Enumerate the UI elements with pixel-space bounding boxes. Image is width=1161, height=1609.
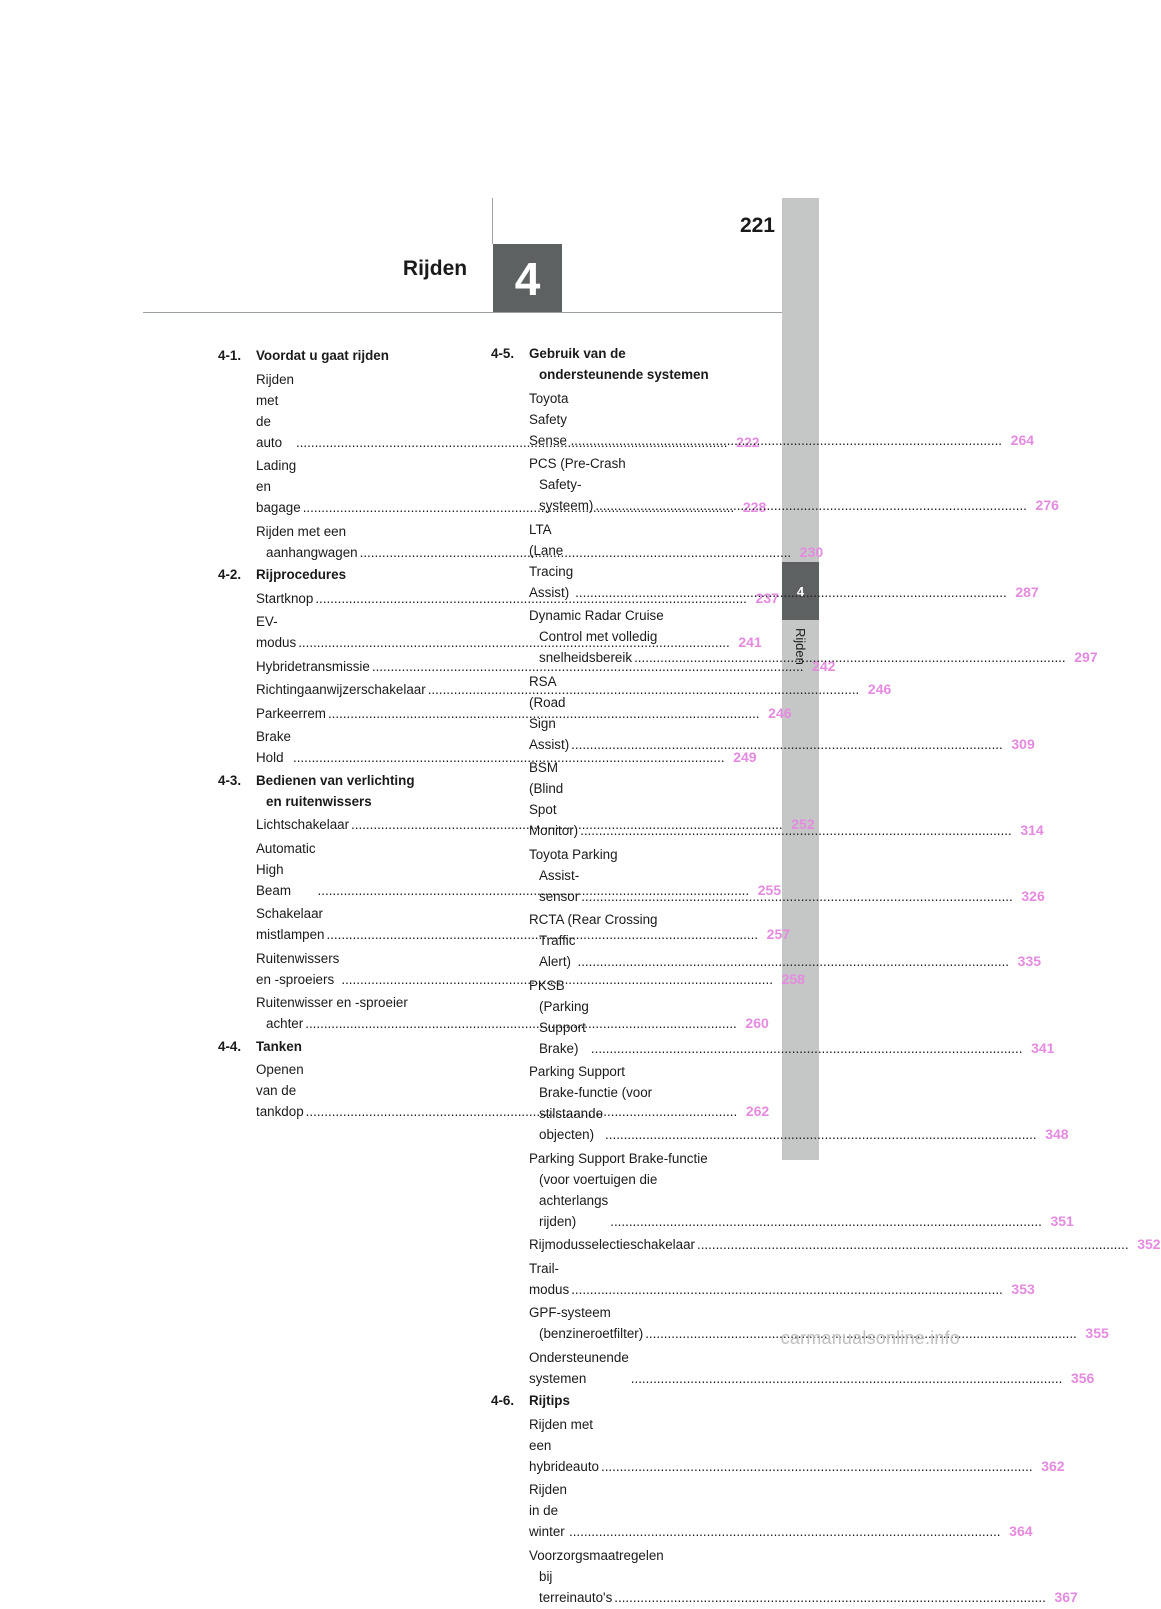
toc-entry-label: EV-modus [256, 614, 297, 650]
toc-entry-page-link[interactable]: 309 [1011, 735, 1035, 752]
toc-section [491, 1390, 1078, 1608]
dot-leader [571, 734, 1003, 755]
toc-entry-label: Parking Support Brake-functie [529, 1150, 708, 1166]
toc-entry-text [529, 1234, 1131, 1255]
dot-leader [614, 1587, 1046, 1608]
toc-entry[interactable] [256, 726, 757, 768]
toc-entry-label: (benzineroetfilter) [539, 1326, 644, 1341]
section-number: 4-5. [491, 346, 515, 361]
section-number: 4-6. [491, 1393, 515, 1408]
toc-entry-last-line [529, 1347, 1064, 1389]
toc-entry-label: Openen van de tankdop [256, 1062, 304, 1119]
toc-entry-label: Trail-modus [529, 1260, 570, 1297]
toc-entry-page-link[interactable]: 222 [736, 433, 760, 450]
toc-entry-label: Schakelaar mistlampen [256, 906, 325, 942]
toc-entry-last-line [529, 388, 1004, 451]
toc-entry-page-link[interactable]: 241 [738, 634, 762, 650]
toc-entry-label: Ondersteunende systemen [529, 1349, 629, 1386]
toc-entry[interactable] [529, 1234, 1161, 1255]
toc-entry-page-link[interactable]: 242 [812, 657, 836, 674]
section-heading [256, 564, 473, 585]
toc-entry-page-link[interactable]: 353 [1011, 1280, 1035, 1297]
toc-entry-text [529, 1347, 1064, 1389]
toc-entry-label: Hybridetransmissie [256, 658, 370, 674]
toc-entry-page-link[interactable]: 341 [1031, 1039, 1055, 1056]
toc-entry-label: GPF-systeem [529, 1305, 611, 1320]
dot-leader [605, 1124, 1037, 1145]
toc-entry-last-line [529, 757, 1014, 841]
toc-entry-label: Rijden in de winter [529, 1482, 567, 1539]
toc-entry-label: Toyota Safety Sense [529, 390, 569, 448]
dot-leader [575, 582, 1007, 603]
toc-entry-last-line [529, 865, 1015, 907]
toc-entry-text [529, 671, 1005, 755]
dot-leader [577, 951, 1009, 972]
toc-entry-label: Voorzorgsmaatregelen [529, 1547, 664, 1563]
toc-entry-label: (Parking Support Brake) [539, 998, 589, 1056]
toc-entry-page-link[interactable]: 246 [867, 681, 892, 697]
toc-entry-label: Ruitenwissers en -sproeiers [256, 950, 340, 987]
toc-entry-label: Rijden met de auto [256, 371, 294, 450]
toc-entry-page-link[interactable]: 351 [1050, 1212, 1074, 1229]
toc-entry-last-line [529, 647, 1068, 668]
toc-entry-label: Control met volledig [539, 629, 658, 644]
dot-leader [581, 886, 1013, 907]
dot-leader [571, 1279, 1003, 1300]
toc-entry-page-link[interactable]: 314 [1020, 822, 1044, 838]
toc-entry-page-link[interactable]: 260 [745, 1015, 769, 1031]
toc-entry[interactable] [256, 814, 815, 835]
toc-entry-last-line [529, 1190, 1044, 1232]
toc-entry-label: stilstaande objecten) [539, 1106, 604, 1142]
toc-entry-label: Toyota Parking [529, 846, 618, 862]
dot-leader [631, 1368, 1063, 1389]
toc-entry-page-link[interactable]: 228 [742, 499, 767, 515]
chapter-title: Rijden [402, 257, 468, 280]
toc-entry-label: achter [266, 1016, 304, 1031]
toc-entry-text [529, 844, 1015, 907]
toc-entry-label: Parking Support [529, 1064, 626, 1079]
header-vertical-rule [492, 198, 493, 244]
dot-leader [697, 1234, 1129, 1255]
side-chapter-tab[interactable]: 4 [782, 562, 819, 620]
toc-entry-page-link[interactable]: 252 [791, 816, 815, 832]
toc-entry-page-link[interactable]: 287 [1015, 583, 1039, 600]
toc-entry-label: achterlangs rijden) [539, 1192, 609, 1229]
dot-leader [595, 495, 1027, 516]
section-number: 4-4. [218, 1038, 242, 1054]
toc-entry-last-line [529, 474, 1029, 516]
toc-entry-page-link[interactable]: 297 [1074, 649, 1098, 665]
toc-entry[interactable] [529, 1347, 1095, 1389]
toc-entry-page-link[interactable]: 364 [1009, 1523, 1033, 1539]
toc-entry-page-link[interactable]: 258 [781, 970, 805, 987]
watermark: carmanualsonline.info [780, 1328, 960, 1348]
section-number: 4-3. [218, 772, 242, 788]
toc-entry-last-line [529, 1479, 1003, 1542]
toc-entry-text [529, 1148, 1044, 1232]
toc-entry-label: Assist-sensor [539, 867, 580, 904]
toc-entry-text [529, 1061, 1039, 1145]
toc-entry[interactable] [256, 588, 779, 609]
section-heading [529, 343, 746, 385]
dot-leader [634, 647, 1066, 668]
toc-entry-text [529, 975, 1024, 1059]
toc-entry-label: Brake-functie (voor [539, 1085, 653, 1100]
toc-entry-text [529, 1479, 1003, 1542]
toc-entry-label: Lichtschakelaar [256, 817, 350, 832]
toc-entry-label: Rijden met een hybrideauto [529, 1416, 599, 1474]
toc-entry-last-line [529, 1414, 1035, 1477]
toc-entry-last-line [529, 1566, 1048, 1608]
toc-entry-label: Ruitenwisser en -sproeier [256, 995, 408, 1010]
toc-entry-page-link[interactable]: 348 [1045, 1126, 1069, 1142]
toc-entry-label: Rijden met een [256, 523, 347, 539]
toc-entry[interactable] [529, 1414, 1065, 1477]
toc-entry-last-line [529, 671, 1005, 755]
toc-entry-label: Startknop [256, 590, 314, 606]
toc-entry-page-link[interactable]: 262 [745, 1103, 770, 1119]
section-heading [256, 770, 473, 812]
side-chapter-label-text: Rijden [793, 628, 808, 665]
toc-entry-page-link[interactable]: 335 [1017, 953, 1042, 969]
toc-entry-text [529, 757, 1014, 841]
toc-entry-label: PKSB [529, 977, 565, 993]
page-number: 221 [739, 214, 775, 237]
toc-entry-text [529, 605, 1068, 668]
toc-entry-label: LTA (Lane Tracing Assist) [529, 521, 574, 600]
toc-entry-label: Richtingaanwijzerschakelaar [256, 682, 426, 697]
section-heading-line: ondersteunende systemen [539, 367, 709, 382]
toc-entry-label: Parkeerrem [256, 705, 326, 721]
section-heading-line: Gebruik van de [529, 346, 626, 361]
section-number: 4-1. [218, 348, 242, 363]
toc-entry-label: bij terreinauto's [539, 1568, 613, 1605]
toc-entry-label: aanhangwagen [266, 544, 358, 560]
toc-entry-label: RCTA (Rear Crossing [529, 912, 658, 927]
toc-entry-label: Traffic Alert) [539, 933, 576, 969]
toc-entry-label: (voor voertuigen die [539, 1171, 658, 1187]
section-heading [256, 345, 473, 366]
toc-entry-text [529, 909, 1011, 972]
section-heading-line: Rijtips [529, 1393, 570, 1408]
toc-entry[interactable] [529, 1258, 1035, 1300]
toc-entry-text [529, 1414, 1035, 1477]
toc-entry-page-link[interactable]: 264 [1010, 431, 1035, 448]
dot-leader [601, 1456, 1033, 1477]
toc-entry-page-link[interactable]: 237 [755, 589, 779, 606]
toc-entry-text [529, 519, 1009, 603]
toc-entry-text [529, 388, 1004, 451]
toc-entry-text [529, 453, 1029, 516]
toc-entry-text [529, 1545, 1048, 1608]
dot-leader [580, 820, 1012, 841]
toc-entry-page-link[interactable]: 352 [1137, 1236, 1161, 1252]
section-heading-line: Voordat u gaat rijden [256, 348, 389, 363]
header-horizontal-rule [143, 312, 782, 313]
toc-entry[interactable] [256, 703, 792, 724]
toc-entry-last-line [529, 1234, 1131, 1255]
toc-entry-label: RSA (Road Sign Assist) [529, 673, 570, 752]
toc-entry-page-link[interactable]: 355 [1085, 1325, 1109, 1341]
toc-entry-page-link[interactable]: 230 [799, 543, 824, 560]
toc-entry-page-link[interactable]: 246 [768, 704, 792, 721]
toc-entry-last-line [529, 1258, 1005, 1300]
toc-entry-page-link[interactable]: 249 [733, 749, 757, 765]
section-heading-line: Bedienen van verlichting [256, 772, 415, 788]
section-heading [256, 1036, 473, 1057]
toc-entry-label: Automatic High Beam [256, 840, 316, 898]
toc-entry-label: Dynamic Radar Cruise [529, 608, 664, 623]
toc-entry-label: Brake Hold [256, 729, 291, 765]
toc-entry-page-link[interactable]: 276 [1035, 497, 1059, 513]
toc-entry-label: PCS (Pre-Crash [529, 456, 626, 471]
toc-entry-page-link[interactable]: 255 [757, 881, 782, 898]
dot-leader [610, 1211, 1042, 1232]
dot-leader [570, 430, 1002, 451]
section-heading [529, 1390, 746, 1411]
toc-entry-page-link[interactable]: 356 [1070, 1369, 1095, 1386]
toc-entry-last-line [529, 930, 1011, 972]
toc-entry[interactable] [256, 679, 892, 700]
toc-entry-last-line [529, 996, 1024, 1059]
dot-leader [569, 1521, 1001, 1542]
toc-entry-page-link[interactable]: 257 [766, 926, 791, 942]
toc-entry-label: Rijmodusselectieschakelaar [529, 1237, 695, 1252]
toc-entry-last-line [529, 519, 1009, 603]
toc-entry-label: snelheidsbereik [539, 650, 633, 665]
section-heading-line: Tanken [256, 1038, 302, 1054]
toc-entry-label: Lading en bagage [256, 458, 301, 515]
toc-entry-text [529, 1258, 1005, 1300]
toc-entry-page-link[interactable]: 367 [1054, 1588, 1078, 1605]
toc-entry[interactable] [529, 1545, 1078, 1608]
dot-leader [591, 1038, 1023, 1059]
toc-entry[interactable] [529, 1479, 1033, 1542]
toc-entry-page-link[interactable]: 362 [1041, 1457, 1065, 1474]
toc-entry-label: Safety-systeem) [539, 477, 594, 513]
toc-entry-last-line [529, 1103, 1039, 1145]
chapter-number-box: 4 [493, 244, 562, 313]
toc-entry[interactable] [529, 1148, 1074, 1232]
toc-entry-label: BSM (Blind Spot Monitor) [529, 760, 579, 838]
section-heading-line: en ruitenwissers [266, 793, 372, 809]
section-heading-line: Rijprocedures [256, 567, 347, 582]
toc-entry-page-link[interactable]: 326 [1021, 887, 1045, 904]
section-number: 4-2. [218, 567, 242, 582]
